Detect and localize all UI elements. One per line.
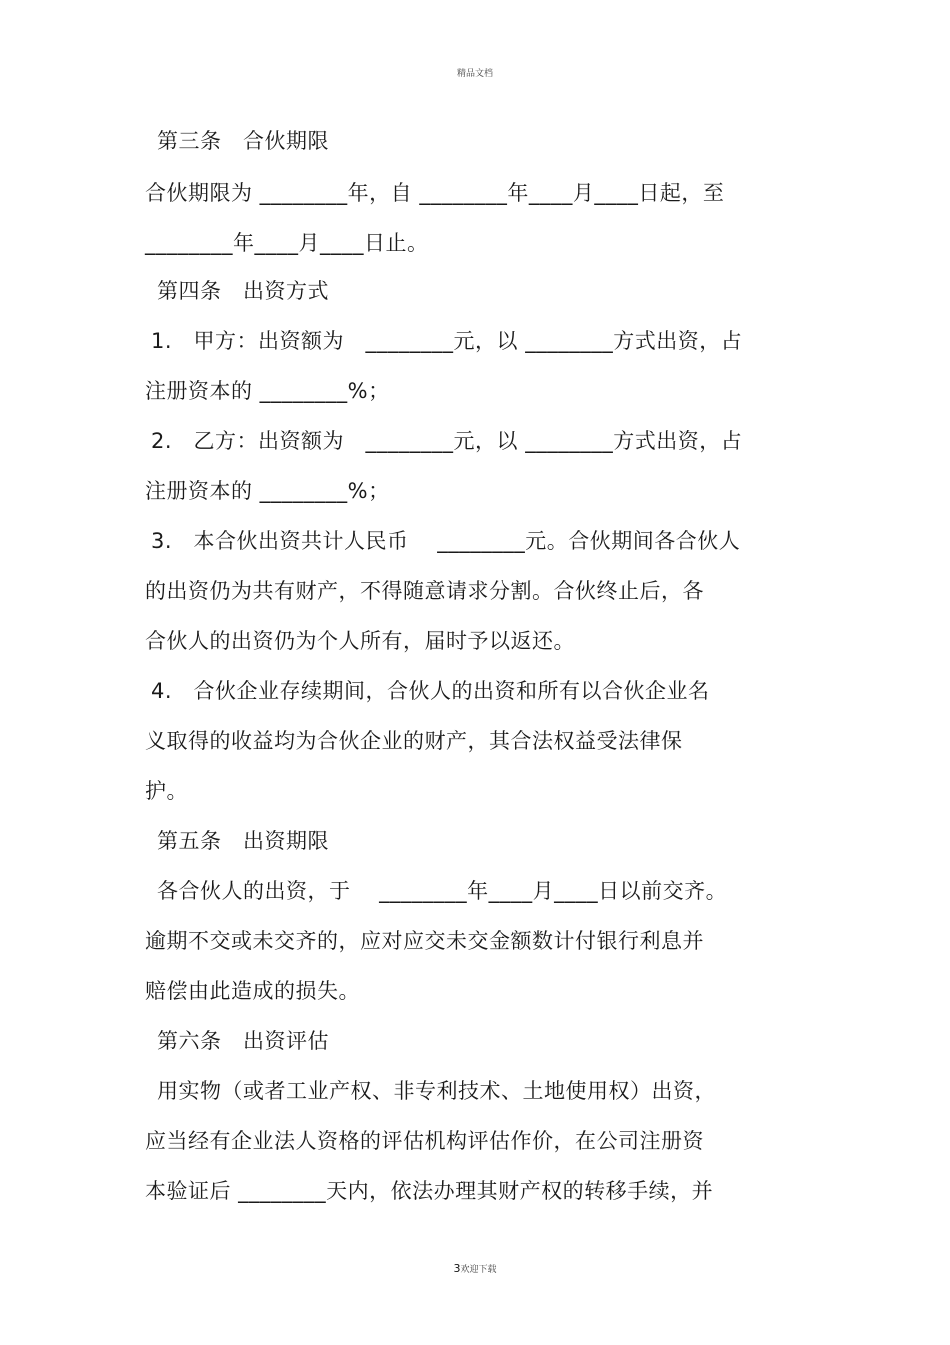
article-6-heading: 第六条 出资评估 <box>157 1029 329 1053</box>
article-3-heading: 第三条 合伙期限 <box>157 129 329 153</box>
article-5-heading: 第五条 出资期限 <box>157 829 329 853</box>
page-header: 精品文档 <box>456 69 493 79</box>
page-footer <box>0 1262 950 1275</box>
paragraph-line: 注册资本的 ________%； <box>145 479 390 503</box>
paragraph-line: 逾期不交或未交齐的，应对应交未交金额数计付银行利息并 <box>145 929 704 953</box>
paragraph-line: 用实物（或者工业产权、非专利技术、土地使用权）出资， <box>157 1079 716 1103</box>
paragraph-line: 1. 甲方：出资额为 ________元，以 ________方式出资，占 <box>151 329 743 353</box>
paragraph-line: 各合伙人的出资，于 ________年____月____日以前交齐。 <box>157 879 728 903</box>
paragraph-line: 本验证后 ________天内，依法办理其财产权的转移手续，并 <box>145 1179 714 1203</box>
paragraph-line: 应当经有企业法人资格的评估机构评估作价，在公司注册资 <box>145 1129 704 1153</box>
paragraph-line: 2. 乙方：出资额为 ________元，以 ________方式出资，占 <box>151 429 743 453</box>
paragraph-line: 合伙期限为 ________年，自 ________年____月____日起，至 <box>145 181 725 205</box>
paragraph-line: 护。 <box>145 779 188 803</box>
paragraph-line: 注册资本的 ________%； <box>145 379 390 403</box>
paragraph-line: 赔偿由此造成的损失。 <box>145 979 360 1003</box>
article-4-heading: 第四条 出资方式 <box>157 279 329 303</box>
paragraph-line: 3. 本合伙出资共计人民币 ________元。合伙期间各合伙人 <box>151 529 741 553</box>
paragraph-line: 4. 合伙企业存续期间，合伙人的出资和所有以合伙企业名 <box>151 679 710 703</box>
paragraph-line: ________年____月____日止。 <box>145 231 429 255</box>
paragraph-line: 的出资仍为共有财产，不得随意请求分割。合伙终止后，各 <box>145 579 704 603</box>
paragraph-line: 义取得的收益均为合伙企业的财产，其合法权益受法律保 <box>145 729 683 753</box>
footer-text: 欢迎下载 <box>460 1265 497 1275</box>
paragraph-line: 合伙人的出资仍为个人所有，届时予以返还。 <box>145 629 575 653</box>
page-number: 3 <box>453 1262 461 1275</box>
